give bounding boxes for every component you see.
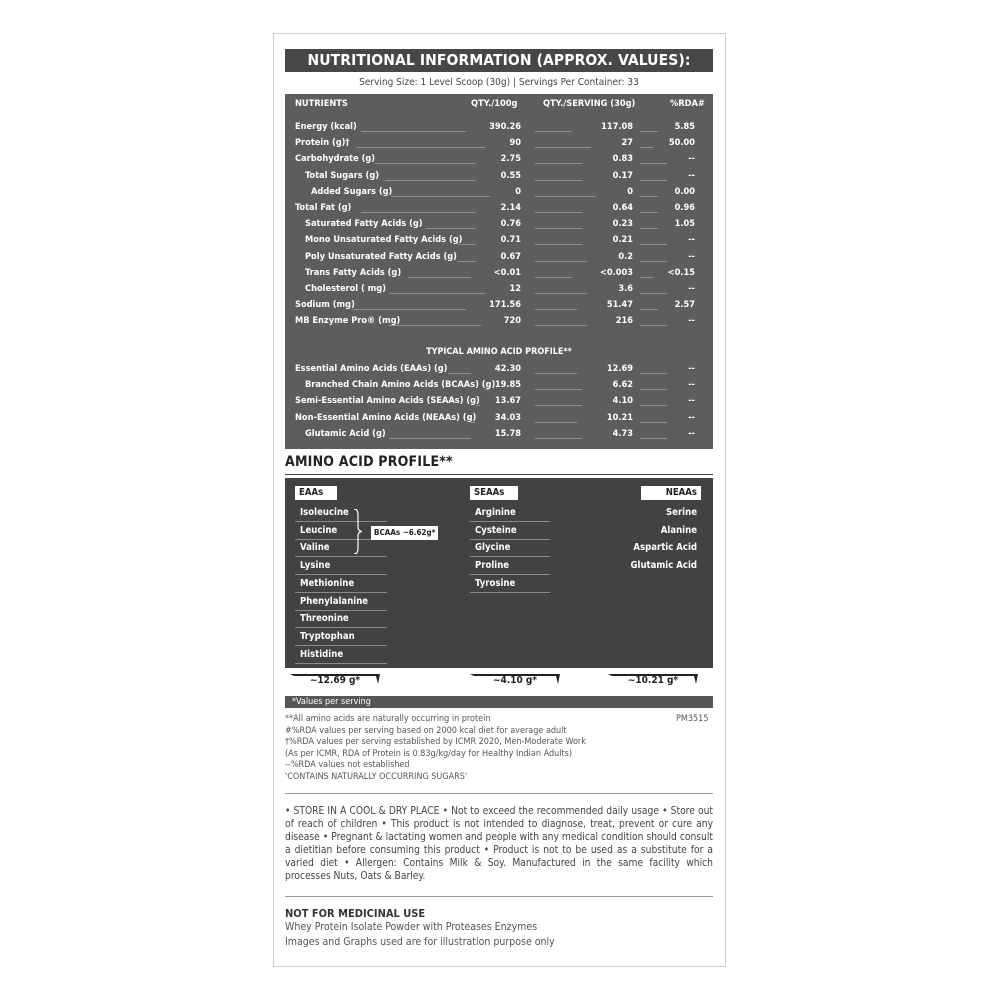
- amino-acid-item: Isoleucine: [295, 505, 387, 522]
- nutrient-row: [285, 201, 713, 216]
- nutrient-value: 0.55: [500, 169, 521, 181]
- nutrient-row: [285, 185, 713, 200]
- product-code: PM3515: [676, 714, 709, 724]
- amino-acid-item: Cysteine: [470, 523, 550, 540]
- leader-line: [352, 309, 467, 310]
- seaas-header: SEAAs: [470, 486, 518, 500]
- nutrient-value: 0.71: [500, 234, 521, 246]
- nutrient-row: [285, 427, 713, 442]
- nutrient-value: 0.00: [674, 185, 695, 197]
- nutrient-row: [285, 250, 713, 265]
- nutrient-label: Glutamic Acid (g): [305, 427, 386, 439]
- nutrient-row: [285, 282, 713, 297]
- leader-line: [375, 163, 476, 164]
- nutrient-label: Non-Essential Amino Acids (NEAAs) (g): [295, 411, 477, 423]
- nutrient-value: 2.14: [500, 202, 521, 213]
- leader-line: [385, 180, 476, 181]
- nutrient-value: 5.85: [674, 121, 695, 132]
- nutrient-label: Total Fat (g): [295, 202, 352, 213]
- divider: [285, 474, 713, 475]
- nutrient-label: Total Sugars (g): [305, 169, 380, 181]
- storage-instructions: • STORE IN A COOL & DRY PLACE • Not to exceed the recommended daily usage • Store out of reach of children • This product is not intended to diagnose, treat, prevent or cure any disease • Pregnant & lactating women and people with any medical condition should consult a dietitian before consuming this product • Product is not to be used as a substitute for a varied diet • Allergen: Contains Milk & Soy. Manufactured in the same facility which processes Nuts, Oats & Barley.: [285, 806, 713, 882]
- header-rda: %RDA#: [670, 98, 705, 109]
- nutrient-value: 390.26: [489, 121, 521, 132]
- header-qty-100g: QTY./100g: [471, 98, 518, 109]
- neaas-header: NEAAs: [641, 486, 701, 500]
- nutrient-value: 0.21: [612, 234, 633, 246]
- neaas-total: ~10.21 g*: [608, 670, 698, 692]
- nutrient-value: 27: [621, 137, 633, 149]
- per-serving-note: *Values per serving: [285, 696, 713, 708]
- nutrient-value: 50.00: [668, 137, 695, 149]
- nutrient-value: 0: [515, 185, 521, 197]
- nutrient-value: 2.75: [500, 153, 521, 165]
- nutrient-value: --: [688, 363, 695, 374]
- nutrient-row: [285, 266, 713, 281]
- nutrient-value: 0.23: [612, 218, 633, 230]
- nutrient-label: Branched Chain Amino Acids (BCAAs) (g): [305, 379, 496, 391]
- amino-acid-item: Tyrosine: [470, 576, 550, 593]
- nutrient-value: --: [688, 395, 695, 407]
- amino-acid-item: Methionine: [295, 576, 387, 593]
- nutrient-value: 15.78: [494, 427, 521, 439]
- nutrient-row: [285, 136, 713, 151]
- nutrient-value: --: [688, 427, 695, 439]
- nutrient-row: [285, 362, 713, 377]
- illustration-disclaimer: Images and Graphs used are for illustration purpose only: [285, 936, 555, 948]
- leader-line: [408, 277, 471, 278]
- divider: [285, 896, 713, 897]
- amino-profile-box: [285, 478, 713, 668]
- nutrient-value: --: [688, 169, 695, 181]
- amino-acid-item: Glutamic Acid: [630, 560, 697, 572]
- nutrient-value: 12.69: [606, 363, 633, 374]
- nutrient-value: --: [688, 234, 695, 246]
- amino-acid-item: Aspartic Acid: [633, 542, 697, 554]
- footnote: #%RDA values per serving based on 2000 kcal diet for average adult: [285, 725, 567, 736]
- nutrient-label: Added Sugars (g): [311, 185, 393, 197]
- nutrient-value: 216: [615, 315, 633, 327]
- amino-acid-item: Arginine: [470, 505, 550, 522]
- footnote: **All amino acids are naturally occurring in protein: [285, 714, 491, 724]
- nutrient-label: Energy (kcal): [295, 121, 357, 132]
- nutrient-row: [285, 169, 713, 184]
- nutrient-label: Mono Unsaturated Fatty Acids (g): [305, 234, 463, 246]
- bcaa-badge: BCAAs ~6.62g*: [371, 526, 438, 540]
- footnote: (As per ICMR, RDA of Protein is 0.83g/kg/day for Healthy Indian Adults): [285, 748, 573, 759]
- amino-acid-item: Glycine: [470, 540, 550, 557]
- nutrition-table: [285, 94, 713, 449]
- nutrient-value: 0.2: [618, 250, 633, 262]
- seaas-total: ~4.10 g*: [470, 670, 560, 692]
- totals-strip: [285, 668, 713, 696]
- nutrient-label: Protein (g)†: [295, 137, 350, 149]
- serving-info: Serving Size: 1 Level Scoop (30g) | Servings Per Container: 33: [359, 77, 639, 88]
- nutrient-row: [285, 217, 713, 232]
- nutrient-value: 10.21: [606, 411, 633, 423]
- nutrient-value: 12: [509, 283, 521, 294]
- footnotes: [285, 714, 585, 784]
- nutrient-value: 0.17: [612, 169, 633, 181]
- leader-line: [361, 212, 476, 213]
- nutrient-value: 1.05: [674, 218, 695, 230]
- nutrient-row: [285, 394, 713, 409]
- amino-acid-item: Tryptophan: [295, 629, 387, 646]
- nutrient-label: Cholesterol ( mg): [305, 283, 386, 294]
- footnote: †%RDA values per serving established by ICMR 2020, Men-Moderate Work: [285, 737, 586, 748]
- product-description: Whey Protein Isolate Powder with Proteases Enzymes: [285, 921, 538, 933]
- nutrient-value: <0.003: [599, 266, 633, 278]
- nutrient-value: 34.03: [494, 411, 521, 423]
- footnote: 'CONTAINS NATURALLY OCCURRING SUGARS': [285, 771, 468, 782]
- header-nutrients: NUTRIENTS: [295, 98, 348, 109]
- nutrient-label: Saturated Fatty Acids (g): [305, 218, 423, 230]
- amino-acid-item: Lysine: [295, 558, 387, 575]
- nutrient-value: 0.83: [612, 153, 633, 165]
- amino-acid-item: Alanine: [660, 524, 697, 536]
- nutrient-value: 0.67: [500, 250, 521, 262]
- brace-icon: [354, 509, 362, 554]
- nutrient-value: 42.30: [494, 363, 521, 374]
- nutrient-label: MB Enzyme Pro® (mg): [295, 315, 401, 327]
- nutrient-row: [285, 120, 713, 135]
- amino-acid-item: Serine: [666, 507, 697, 518]
- divider: [285, 793, 713, 794]
- nutrient-value: 0.96: [674, 202, 695, 213]
- header-qty-serving: QTY./SERVING (30g): [543, 98, 636, 109]
- nutrient-label: Sodium (mg): [295, 299, 355, 311]
- nutrition-title: NUTRITIONAL INFORMATION (APPROX. VALUES):: [285, 49, 713, 72]
- nutrient-row: [285, 314, 713, 329]
- nutrient-row: [285, 152, 713, 167]
- amino-subtitle: TYPICAL AMINO ACID PROFILE**: [426, 347, 572, 357]
- nutrient-value: <0.01: [493, 266, 521, 278]
- nutrient-label: Carbohydrate (g): [295, 153, 376, 165]
- nutrient-value: <0.15: [667, 266, 695, 278]
- nutrient-value: 0.64: [612, 202, 633, 213]
- nutrient-value: --: [688, 315, 695, 327]
- nutrient-value: 0: [627, 185, 633, 197]
- footnote: --%RDA values not established: [285, 760, 410, 771]
- amino-acid-item: Phenylalanine: [295, 594, 387, 611]
- nutrient-value: --: [688, 411, 695, 423]
- nutrient-label: Essential Amino Acids (EAAs) (g): [295, 363, 448, 374]
- nutrient-value: --: [688, 153, 695, 165]
- nutrient-value: 4.73: [612, 427, 633, 439]
- eaas-header: EAAs: [295, 486, 337, 500]
- nutrient-value: 6.62: [612, 379, 633, 391]
- nutrient-row: [285, 233, 713, 248]
- amino-profile-title: AMINO ACID PROFILE**: [285, 454, 453, 470]
- nutrient-value: --: [688, 379, 695, 391]
- nutrient-row: [285, 378, 713, 393]
- nutrient-value: 90: [509, 137, 521, 149]
- nutrient-value: 13.67: [494, 395, 521, 407]
- nutrient-value: 51.47: [606, 299, 633, 311]
- amino-acid-item: Proline: [470, 558, 550, 575]
- nutrient-label: Semi-Essential Amino Acids (SEAAs) (g): [295, 395, 480, 407]
- nutrient-value: --: [688, 283, 695, 294]
- nutrient-value: 19.85: [494, 379, 521, 391]
- nutrient-label: Trans Fatty Acids (g): [305, 266, 402, 278]
- nutrient-value: 171.56: [489, 299, 521, 311]
- nutrient-value: 3.6: [618, 283, 633, 294]
- amino-acid-item: Valine: [295, 540, 387, 557]
- not-medicinal-label: NOT FOR MEDICINAL USE: [285, 907, 426, 920]
- leader-line: [361, 131, 466, 132]
- nutrient-value: 4.10: [612, 395, 633, 407]
- nutrient-label: Poly Unsaturated Fatty Acids (g): [305, 250, 457, 262]
- amino-acid-item: Leucine: [295, 523, 387, 540]
- eaas-total: ~12.69 g*: [290, 670, 380, 692]
- leader-line: [389, 438, 471, 439]
- nutrient-value: 0.76: [500, 218, 521, 230]
- nutrient-row: [285, 411, 713, 426]
- nutrient-row: [285, 298, 713, 313]
- amino-acid-item: Histidine: [295, 647, 387, 664]
- nutrient-value: 720: [503, 315, 521, 327]
- nutrient-value: --: [688, 250, 695, 262]
- amino-acid-item: Threonine: [295, 611, 387, 628]
- nutrient-value: 117.08: [601, 121, 633, 132]
- nutrient-value: 2.57: [674, 299, 695, 311]
